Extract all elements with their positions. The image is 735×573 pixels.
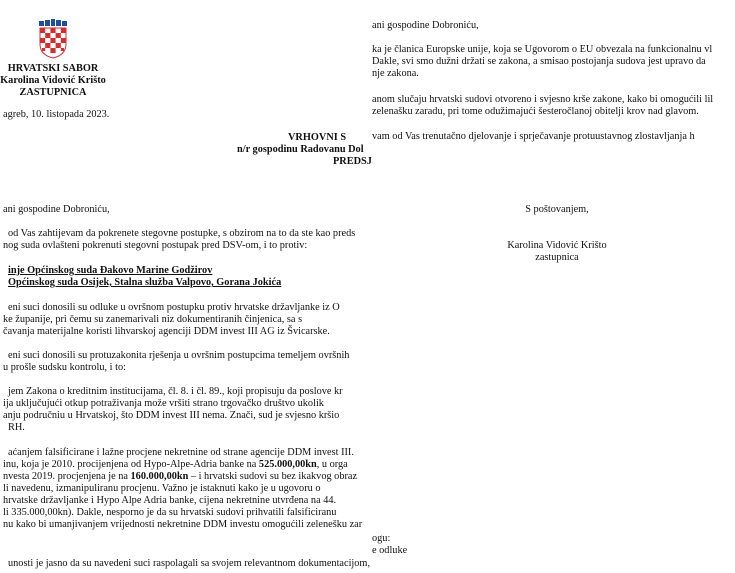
salutation: ani gospodine Dobroniću, <box>372 20 479 31</box>
paragraph-line: ke županije, pri čemu su zanemarivali niz dokumentiranih činjenica, sa s <box>3 314 303 325</box>
sender-name: Karolina Vidović Krišto <box>0 75 106 86</box>
right-page <box>372 0 735 573</box>
sender-role: ZASTUPNICA <box>19 87 87 98</box>
paragraph-line: inu, koja je 2010. procijenjena od Hypo-Alpe-Adria banke na 525.000,00kn, u orga <box>3 459 348 470</box>
paragraph-line: nje zakona. <box>372 68 419 79</box>
signature-role: zastupnica <box>535 252 579 263</box>
paragraph-line: li navedenu, izmanipuliranu procjenu. Važno je istaknuti kako je u ugovoru o <box>3 483 321 494</box>
recipient-attn: n/r gospodinu Radovanu Dol <box>237 144 364 155</box>
paragraph-line: anom slučaju hrvatski sudovi otvoreno i svjesno krše zakone, kako bi omogućili lil <box>372 94 714 105</box>
intro-line: od Vas zahtijevam da pokrenete stegovne postupke, s obzirom na to da ste kao preds <box>8 228 356 239</box>
recipient-court: VRHOVNI S <box>288 132 347 143</box>
paragraph-line: vam od Vas trenutačno djelovanje i sprječavanje protuustavnog zlostavljanja h <box>372 131 695 142</box>
paragraph-line: unosti je jasno da su navedeni suci raspolagali sa svojem relevantnom dokumentacijom, <box>8 558 371 569</box>
closing: S poštovanjem, <box>525 204 589 215</box>
paragraph-line: ka je članica Europske unije, koja se Ugovorom o EU obvezala na funkcionalnu vl <box>372 44 713 55</box>
paragraph-line: nvesta 2019. procjenjena je na 160.000,00kn – i hrvatski sudovi su bez ikakvog obraz <box>3 471 358 482</box>
salutation: ani gospodine Dobroniću, <box>3 204 110 215</box>
paragraph-line: RH. <box>8 422 25 433</box>
text-fragment: ogu: <box>372 533 391 544</box>
paragraph-line: anju područniu u Hrvatskoj, što DDM invest III nema. Znači, sud je svjesno kršio <box>3 410 340 421</box>
text-fragment: e odluke <box>372 545 408 556</box>
place-date: agreb, 10. listopada 2023. <box>3 109 110 120</box>
price-2019: 160.000,00kn <box>130 471 189 482</box>
target-judge-1: inje Općinskog suda Đakovo Marine Godžirov <box>8 265 213 276</box>
croatian-coat-of-arms-icon <box>37 19 69 59</box>
paragraph-line: čavanja materijalne koristi lihvarskoj agenciji DDM invest III AG iz Švicarske. <box>3 326 330 337</box>
paragraph-line: Dakle, svi smo dužni držati se zakona, a smisao postojanja sudova jest upravo da <box>372 56 706 67</box>
paragraph-line: ija uključujući otkup potraživanja može vršiti strano trgovačko društvo ukolik <box>3 398 324 409</box>
institution-name: HRVATSKI SABOR <box>7 63 99 74</box>
paragraph-line: eni suci donosili su protuzakonita rješenja u ovršnim postupcima temeljem ovršnih <box>8 350 350 361</box>
target-judge-2: Općinskog suda Osijek, Stalna služba Valpovo, Gorana Jokića <box>8 277 282 288</box>
recipient-title: PREDSJ <box>333 156 372 167</box>
paragraph-line: hrvatske državljanke i Hypo Alpe Adria banke, cijena nekretnine utvrđena na 44. <box>3 495 337 506</box>
signature-name: Karolina Vidović Krišto <box>507 240 607 251</box>
paragraph-line: li 335.000,00kn). Dakle, nesporno je da su hrvatski sudovi prihvatili falsificiranu <box>3 507 337 518</box>
intro-line: nog suda ovlašteni pokrenuti stegovni postupak pred DSV-om, i to protiv: <box>3 240 308 251</box>
paragraph-line: zelenašku zaradu, pri tome odužimajući šesteročlanoj obitelji krov nad glavom. <box>372 106 699 117</box>
paragraph-line: jem Zakona o kreditnim institucijama, čl. 8. i čl. 89., koji propisuju da poslove kr <box>8 386 343 397</box>
paragraph-line: eni suci donosili su odluke u ovršnom postupku protiv hrvatske državljanke iz O <box>8 302 340 313</box>
price-2010: 525.000,00kn <box>258 459 317 470</box>
paragraph-line: aćanjem falsificirane i lažne procjene nekretnine od strane agencije DDM invest III. <box>8 447 354 458</box>
paragraph-line: nu kako bi umanjivanjem vrijednosti nekretnine DDM investu omogućili zelenešku zar <box>3 519 363 530</box>
paragraph-line: u prošle sudsku kontrolu, i to: <box>3 362 126 373</box>
